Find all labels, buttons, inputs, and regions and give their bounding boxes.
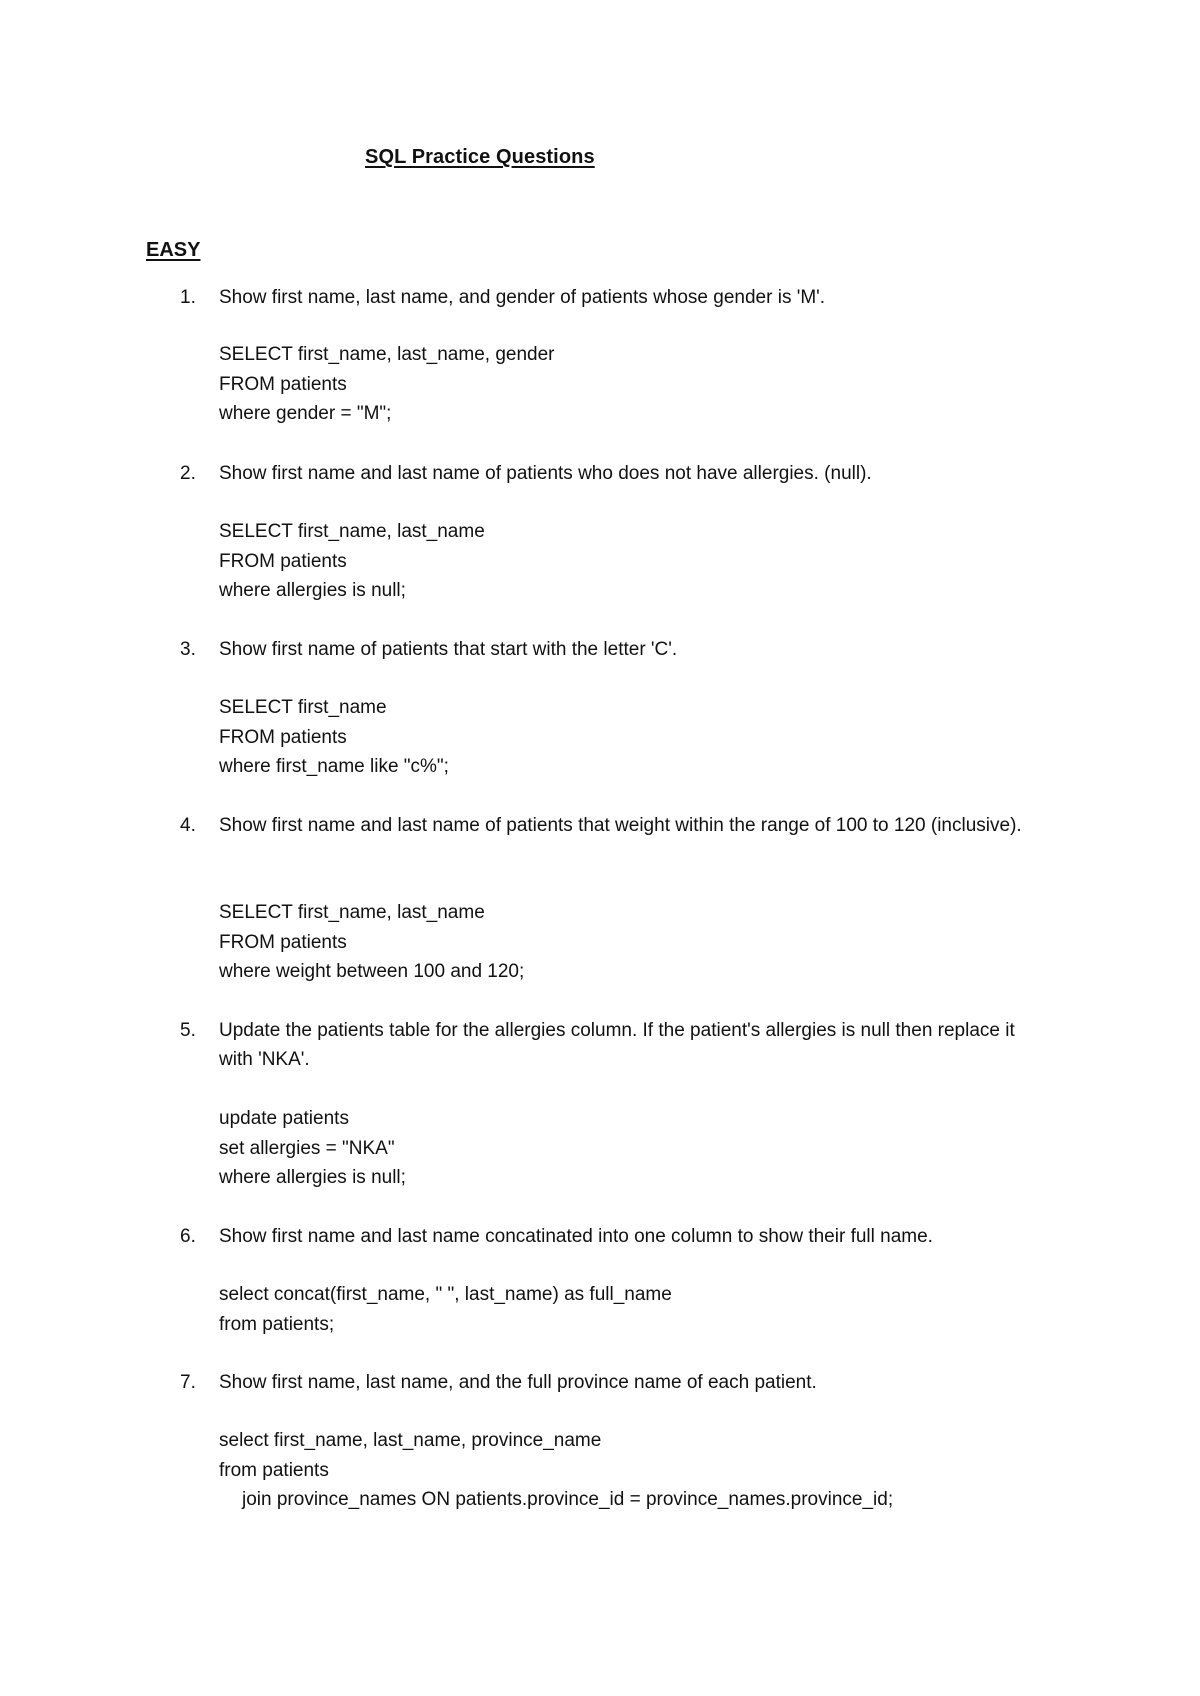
sql-code-block: [219, 1280, 1119, 1339]
question-number: 1.: [180, 287, 196, 308]
sql-code-line: set allergies = "NKA": [219, 1137, 395, 1159]
question-text: Show first name, last name, and gender of patients whose gender is 'M'.: [219, 287, 826, 308]
sql-code-line: select concat(first_name, " ", last_name) as full_name: [219, 1284, 672, 1305]
question-number: 3.: [180, 639, 196, 660]
sql-code-line: where first_name like "c%";: [219, 756, 449, 777]
sql-code-line: SELECT first_name: [219, 697, 387, 718]
question-text: Show first name of patients that start with the letter 'C'.: [219, 639, 678, 660]
sql-code-block: [219, 693, 1119, 782]
question-number: 2.: [180, 463, 196, 484]
sql-code-line: update patients: [219, 1108, 349, 1129]
sql-code-line: select first_name, last_name, province_name: [219, 1430, 602, 1451]
sql-code-block: [219, 898, 1119, 987]
sql-code-line: FROM patients: [219, 373, 347, 395]
question-text: Show first name and last name of patients that weight within the range of 100 to 120 (inclusive).: [219, 815, 1022, 836]
sql-code-line: FROM patients: [219, 726, 347, 748]
sql-code-line: SELECT first_name, last_name: [219, 521, 485, 542]
sql-code-block: [219, 1104, 1119, 1193]
question-number: 7.: [180, 1372, 196, 1393]
document-title: SQL Practice Questions: [365, 146, 595, 168]
question-number: 5.: [180, 1020, 196, 1041]
section-heading-easy: EASY: [146, 239, 201, 261]
question-number: 6.: [180, 1226, 196, 1247]
sql-code-line: where weight between 100 and 120;: [219, 961, 525, 982]
sql-code-line: where allergies is null;: [219, 580, 406, 601]
question-text: Show first name and last name of patients who does not have allergies. (null).: [219, 463, 872, 484]
sql-code-block: [219, 340, 1119, 429]
question-text: Show first name and last name concatinated into one column to show their full name.: [219, 1226, 933, 1247]
sql-code-line: SELECT first_name, last_name, gender: [219, 344, 555, 365]
sql-code-line: from patients: [219, 1459, 329, 1481]
sql-code-line: SELECT first_name, last_name: [219, 902, 485, 923]
question-text: Update the patients table for the allergies column. If the patient's allergies is null then replace it with 'NKA'.: [219, 1020, 1015, 1070]
question-number: 4.: [180, 815, 196, 836]
sql-code-line: from patients;: [219, 1313, 335, 1335]
sql-code-line: where allergies is null;: [219, 1167, 406, 1188]
sql-code-block: [219, 517, 1119, 606]
sql-code-line: FROM patients: [219, 931, 347, 953]
sql-code-block: [219, 1426, 1119, 1515]
question-text: Show first name, last name, and the full province name of each patient.: [219, 1372, 817, 1393]
sql-code-line: join province_names ON patients.province_id = province_names.province_id;: [242, 1489, 894, 1510]
sql-code-line: where gender = "M";: [219, 403, 392, 424]
sql-code-line: FROM patients: [219, 550, 347, 572]
